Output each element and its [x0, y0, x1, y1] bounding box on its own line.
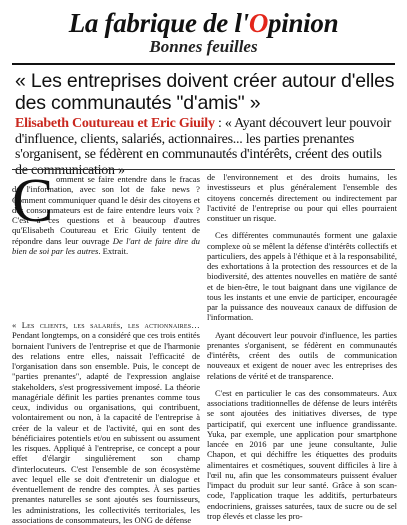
lede-block — [12, 167, 200, 320]
paragraph-4: C'est en particulier le cas des consommateurs. Aux associations traditionnelles de défense de leurs intérêts se sont ajoutées des initiatives diverses, de type participatif, qui exercent une influence grandissante. Yuka, par exemple, une application pour smartphone lancée en 2016 par une jeune consultante, Julie Chapon, et qui déchiffre les étiquettes des produits alimentaires et cosmétiques, souvent difficiles à lire à l'œil nu, afin que les consommateurs puissent évaluer l'impact du produit sur leur santé. Grâce à son scan-code, l'application traque les additifs, perturbateurs endocriniens, graisses saturées, taux de sucre ou de sel trop élevés et classe les pro- — [207, 387, 397, 521]
rubric-accent-letter: O — [248, 8, 269, 38]
paragraph-2: Ces différentes communautés forment une galaxie complexe où se mêlent la défense d'intérêts collectifs et particuliers, des appels à l'éthique et à la responsabilité, des exhortations à la protection des ressources et de la biodiversité, des attentes nouvelles en matière de santé et de bien-être, le tout baignant dans une vigilance de tous les instants et une envie de participer, encouragée par la puissance des nouveaux canaux de diffusion de l'information. — [207, 230, 397, 323]
body-lead: « Les clients, les salariés, les actionnaires… — [12, 320, 200, 330]
page-header — [0, 8, 407, 57]
section-rubric — [0, 8, 407, 38]
header-divider — [12, 63, 395, 65]
intro-divider — [12, 169, 395, 170]
paragraph-3: Ayant découvert leur pouvoir d'influence, les parties prenantes s'organisent, se fédèrent en communautés d'intérêts, créent des outils de communication nouveaux et exigent de nouer avec les entreprises des relations de vérité et de transparence. — [207, 329, 397, 381]
lede-text — [12, 167, 200, 256]
rubric-text: La fabrique de l' — [68, 8, 249, 38]
left-column — [12, 167, 200, 525]
body-text: Pendant longtemps, on a considéré que ces trois entités bornaient l'univers de l'entreprise et que de l'harmonie des relations entre elles, naissait l'efficacité de l'organisation dans son ensemble. Puis, le concept de "parties prenantes", adapté de l'expression anglaise stakeholders, s'est progressivement imposé. La théorie managériale définit les parties prenantes comme tous ceux, individus ou organisations, qui contribuent, volontairement ou non, à la capacité de l'entreprise à créer de la valeur et de l'activité, qui en sont des bénéficiaires potentiels et/ou en subissent ou assument les risques. Appliqué à l'entreprise, ce concept a pour effet d'élargir singulièrement son champ d'interlocuteurs. C'est l'ensemble de son écosystème avec lequel elle se doit d'entretenir un dialogue et éventuellement de rendre des comptes. À ses parties prenantes naturelles se sont ajoutés ses fournisseurs, les administrations, les collectivités territoriales, les associations de consommateurs, les ONG de défense — [12, 330, 200, 525]
right-column — [207, 172, 397, 521]
lede-end: . Extrait. — [98, 245, 129, 256]
paragraph-1: de l'environnement et des droits humains, les investisseurs et plus généralement l'ensemble des citoyens concernés directement ou indirectement par l'activité de l'entreprise ou pour qui elles pourraient constituer un risque. — [207, 172, 397, 223]
article-authors: Elisabeth Coutureau et Eric Giuily — [15, 116, 215, 131]
book-title: De l'art de faire dire du bien de soi par les autres — [12, 235, 200, 256]
body-paragraph — [12, 320, 200, 525]
article-headline: « Les entreprises doivent créer autour d'elles des communautés "d'amis" » — [15, 70, 395, 114]
lede-start: omment se faire entendre dans le fracas de l'information, avec son lot de fake news ? Comment communiquer quand le désir des citoyens et des consommateurs est de faire entendre leurs voix ? C'est à ces questions et à beaucoup d'autres qu'Elisabeth Coutureau et Eric Giuily tentent de répondre dans leur ouvrage — [12, 174, 200, 246]
intro-quote: : « Ayant découvert leur pouvoir d'influence, clients, salariés, actionnaires... les parties prenantes s'organisent, se fédèrent en communautés d'intérêts, créent des outils de communication » — [15, 116, 392, 178]
rubric-text-end: pinion — [268, 8, 339, 38]
drop-cap: C — [12, 167, 54, 235]
section-subrubric: Bonnes feuilles — [149, 37, 258, 56]
